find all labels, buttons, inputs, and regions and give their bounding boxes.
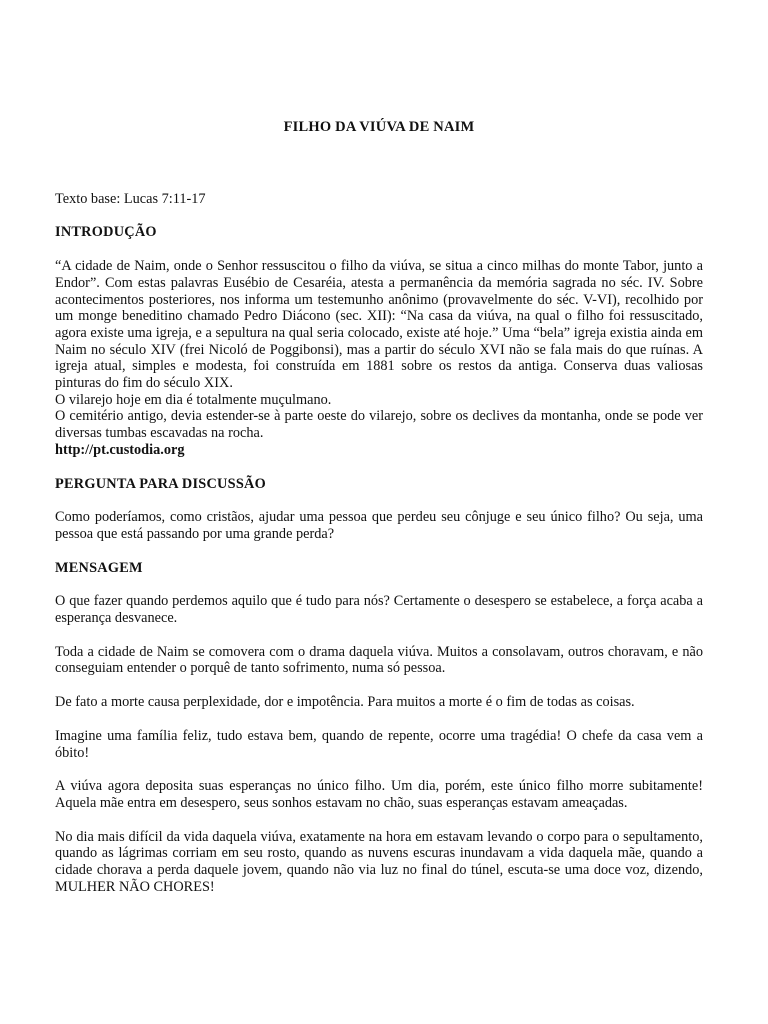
discussion-question: Como poderíamos, como cristãos, ajudar uma pessoa que perdeu seu cônjuge e seu único filho? Ou seja, uma pessoa que está passando por uma grande perda? [55,509,703,542]
text-base-reference: Texto base: Lucas 7:11-17 [55,190,206,207]
message-paragraph: De fato a morte causa perplexidade, dor e impotência. Para muitos a morte é o fim de todas as coisas. [55,694,635,711]
intro-paragraph: O cemitério antigo, devia estender-se à parte oeste do vilarejo, sobre os declives da montanha, onde se pode ver diversas tumbas escavadas na rocha. [55,408,703,442]
document-title: FILHO DA VIÚVA DE NAIM [283,119,475,135]
source-link[interactable]: http://pt.custodia.org [55,441,185,458]
section-heading-mensagem: MENSAGEM [55,559,143,576]
message-paragraph: O que fazer quando perdemos aquilo que é tudo para nós? Certamente o desespero se estabelece, a força acaba a esperança desvanece. [55,593,703,627]
message-paragraph: Imagine uma família feliz, tudo estava bem, quando de repente, ocorre uma tragédia! O chefe da casa vem a óbito! [55,727,703,761]
message-paragraph: A viúva agora deposita suas esperanças no único filho. Um dia, porém, este único filho morre subitamente! Aquela mãe entra em desespero, seus sonhos estavam no chão, suas esperanças estavam ameaçadas. [55,778,703,811]
message-paragraph: Toda a cidade de Naim se comovera com o drama daquela viúva. Muitos a consolavam, outros choravam, e não conseguiam entender o porquê de tanto sofrimento, numa só pessoa. [55,643,703,677]
section-heading-pergunta: PERGUNTA PARA DISCUSSÃO [55,475,266,492]
section-heading-introducao: INTRODUÇÃO [55,224,157,241]
message-paragraph: No dia mais difícil da vida daquela viúva, exatamente na hora em estavam levando o corpo para o sepultamento, quando as lágrimas corriam em seu rosto, quando as nuvens escuras inundavam a vida daquela mãe, quando a cidade chorava a perda daquele jovem, quando não via luz no final do túnel, escuta-se uma doce voz, dizendo, MULHER NÃO CHORES! [55,828,703,895]
intro-paragraph: O vilarejo hoje em dia é totalmente muçulmano. [55,391,332,408]
intro-paragraph: “A cidade de Naim, onde o Senhor ressuscitou o filho da viúva, se situa a cinco milhas do monte Tabor, junto a Endor”. Com estas palavras Eusébio de Cesaréia, atesta a permanência da memória sagrada no séc. IV. Sobre acontecimentos posteriores, nos informa um testemunho anônimo (provavelmente do séc. V-VI), recolhido por um monge beneditino chamado Pedro Diácono (sec. XII): “Na casa da viúva, na qual o filho foi ressuscitado, agora existe uma igreja, e a sepultura na qual seria colocado, existe até hoje.” Uma “bela” igreja existia ainda em Naim no século XIV (frei Nicoló de Poggibonsi), mas a partir do século XVI não se fala mais do que ruínas. A igreja atual, simples e modesta, foi construída em 1881 sobre os restos da antiga. Conserva duas valiosas pinturas do fim do século XIX. [55,258,703,392]
document-page [55,119,703,896]
